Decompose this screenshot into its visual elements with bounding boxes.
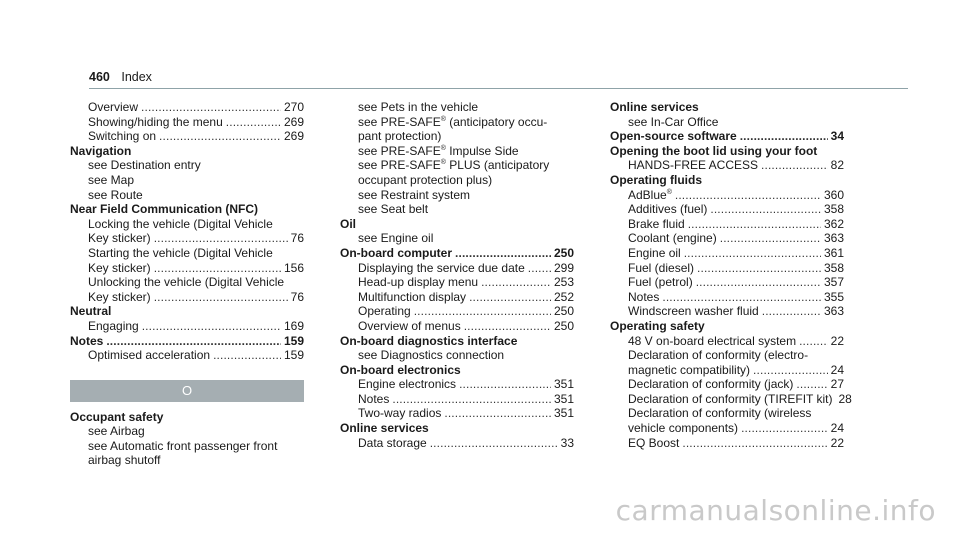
page-reference[interactable]: 22 bbox=[830, 333, 844, 348]
entry-text: see PRE-SAFE bbox=[358, 158, 441, 173]
entry-text-continued: PLUS (anticipatory bbox=[445, 158, 550, 173]
index-subentry bbox=[340, 100, 574, 115]
index-subentry bbox=[70, 173, 304, 188]
entry-text: On-board computer bbox=[340, 245, 453, 260]
page-reference[interactable]: 363 bbox=[823, 304, 844, 319]
page-reference[interactable]: 253 bbox=[553, 275, 574, 290]
entry-text: Notes bbox=[70, 333, 104, 348]
index-subentry[interactable] bbox=[340, 392, 574, 407]
entry-text: see Restraint system bbox=[358, 187, 471, 202]
entry-text: Two-way radios bbox=[358, 406, 442, 421]
dot-leader bbox=[159, 129, 281, 144]
index-subentry[interactable] bbox=[340, 319, 574, 334]
dot-leader bbox=[455, 246, 551, 261]
dot-leader bbox=[799, 334, 828, 349]
entry-text: airbag shutoff bbox=[88, 453, 161, 468]
entry-text: Multifunction display bbox=[358, 289, 467, 304]
entry-text: Key sticker) bbox=[88, 260, 151, 275]
entry-text: Optimised acceleration bbox=[88, 348, 211, 363]
entry-text: Occupant safety bbox=[70, 409, 164, 424]
registered-mark: ® bbox=[440, 115, 446, 123]
dot-leader bbox=[675, 188, 821, 203]
page-reference[interactable]: 358 bbox=[823, 202, 844, 217]
entry-text: Open-source software bbox=[610, 129, 737, 144]
entry-text: Declaration of conformity (jack) bbox=[628, 377, 794, 392]
index-subentry[interactable] bbox=[70, 231, 304, 246]
index-heading bbox=[340, 363, 574, 378]
entry-text: see Airbag bbox=[88, 424, 145, 439]
entry-text: 48 V on-board electrical system bbox=[628, 333, 797, 348]
entry-text: Fuel (petrol) bbox=[628, 275, 693, 290]
dot-leader bbox=[796, 377, 827, 392]
entry-text: see Automatic front passenger front bbox=[88, 438, 278, 453]
entry-text-continued: Impulse Side bbox=[445, 143, 519, 158]
index-subentry[interactable] bbox=[610, 421, 844, 436]
entry-text: Online services bbox=[340, 421, 429, 436]
index-subentry[interactable] bbox=[340, 406, 574, 421]
entry-text: Online services bbox=[610, 100, 699, 114]
index-subentry bbox=[70, 439, 304, 454]
entry-text: Head-up display menu bbox=[358, 275, 479, 290]
dot-leader bbox=[720, 231, 821, 246]
index-subentry bbox=[610, 115, 844, 130]
page-reference[interactable]: 358 bbox=[823, 260, 844, 275]
index-subentry[interactable] bbox=[340, 436, 574, 451]
page-reference[interactable]: 361 bbox=[823, 245, 844, 260]
index-subentry bbox=[340, 231, 574, 246]
entry-text: Showing/hiding the menu bbox=[88, 114, 223, 129]
dot-leader bbox=[682, 436, 827, 451]
page-reference[interactable]: 270 bbox=[283, 100, 304, 114]
entry-text: Engine oil bbox=[628, 245, 681, 260]
page-reference[interactable]: 250 bbox=[553, 318, 574, 333]
page-reference[interactable]: 27 bbox=[830, 377, 844, 392]
entry-text: Overview bbox=[88, 100, 139, 114]
entry-text: see Diagnostics connection bbox=[358, 348, 505, 363]
entry-text: see Seat belt bbox=[358, 202, 429, 217]
page-reference[interactable]: 82 bbox=[830, 158, 844, 173]
index-subentry bbox=[340, 188, 574, 203]
page-title: Index bbox=[121, 70, 152, 84]
page-reference[interactable]: 357 bbox=[823, 275, 844, 290]
dot-leader bbox=[741, 421, 828, 436]
index-subentry[interactable] bbox=[610, 290, 844, 305]
entry-text: occupant protection plus) bbox=[358, 172, 493, 187]
index-heading[interactable] bbox=[610, 129, 844, 144]
entry-text: see Engine oil bbox=[358, 231, 434, 246]
page-reference[interactable]: 28 bbox=[838, 391, 852, 406]
index-subentry[interactable] bbox=[610, 261, 844, 276]
entry-text: see Pets in the vehicle bbox=[358, 100, 479, 114]
index-heading bbox=[610, 100, 844, 115]
entry-text: Key sticker) bbox=[88, 289, 151, 304]
entry-text: On-board diagnostics interface bbox=[340, 333, 518, 348]
page-reference[interactable]: 22 bbox=[830, 435, 844, 450]
index-heading bbox=[340, 421, 574, 436]
index-heading bbox=[340, 334, 574, 349]
page-reference[interactable]: 159 bbox=[283, 348, 304, 363]
index-heading bbox=[610, 173, 844, 188]
page-reference[interactable]: 250 bbox=[553, 304, 574, 319]
entry-text: vehicle components) bbox=[628, 421, 739, 436]
index-subentry[interactable] bbox=[610, 231, 844, 246]
entry-text: Operating safety bbox=[610, 318, 705, 333]
index-subentry[interactable] bbox=[70, 129, 304, 144]
index-heading[interactable] bbox=[340, 246, 574, 261]
index-subentry bbox=[70, 188, 304, 203]
index-subentry[interactable] bbox=[70, 319, 304, 334]
entry-text: see Map bbox=[88, 172, 135, 187]
entry-text: EQ Boost bbox=[628, 435, 680, 450]
entry-text: Near Field Communication (NFC) bbox=[70, 202, 259, 217]
entry-text: Fuel (diesel) bbox=[628, 260, 695, 275]
index-heading bbox=[610, 319, 844, 334]
page-reference[interactable]: 33 bbox=[560, 435, 574, 450]
index-subentry[interactable] bbox=[610, 334, 844, 349]
index-heading bbox=[70, 304, 304, 319]
index-subentry bbox=[610, 406, 844, 421]
page-reference[interactable]: 351 bbox=[553, 406, 574, 421]
entry-text: On-board electronics bbox=[340, 362, 461, 377]
dot-leader bbox=[662, 290, 821, 305]
section-letter-header: O bbox=[70, 380, 304, 402]
entry-text: Unlocking the vehicle (Digital Vehicle bbox=[88, 275, 285, 290]
dot-leader bbox=[710, 202, 821, 217]
index-subentry[interactable] bbox=[340, 275, 574, 290]
watermark: carmanualsonline.info bbox=[615, 494, 936, 527]
dot-leader bbox=[481, 275, 551, 290]
registered-mark: ® bbox=[666, 188, 672, 196]
index-subentry[interactable] bbox=[340, 304, 574, 319]
index-heading bbox=[610, 144, 844, 159]
index-subentry[interactable] bbox=[610, 304, 844, 319]
index-heading[interactable] bbox=[70, 334, 304, 349]
index-subentry[interactable] bbox=[70, 261, 304, 276]
index-subentry[interactable] bbox=[70, 115, 304, 130]
index-subentry[interactable] bbox=[70, 100, 304, 115]
index-subentry bbox=[70, 217, 304, 232]
index-subentry bbox=[70, 453, 304, 468]
index-subentry[interactable] bbox=[610, 246, 844, 261]
index-heading bbox=[70, 410, 304, 425]
index-subentry bbox=[340, 158, 574, 173]
index-heading bbox=[340, 217, 574, 232]
page-reference[interactable]: 355 bbox=[823, 289, 844, 304]
entry-text: Switching on bbox=[88, 129, 157, 144]
page-reference[interactable]: 250 bbox=[553, 245, 574, 260]
page-reference[interactable]: 351 bbox=[553, 377, 574, 392]
entry-text: Overview of menus bbox=[358, 318, 461, 333]
index-subentry bbox=[340, 348, 574, 363]
entry-text: Operating bbox=[358, 304, 411, 319]
dot-leader bbox=[154, 231, 288, 246]
entry-text: Locking the vehicle (Digital Vehicle bbox=[88, 216, 273, 231]
entry-text: Declaration of conformity (TIREFIT kit) bbox=[628, 391, 833, 406]
index-subentry bbox=[340, 115, 574, 130]
index-subentry[interactable] bbox=[610, 158, 844, 173]
entry-text: AdBlue bbox=[628, 187, 667, 202]
page-reference[interactable]: 362 bbox=[823, 216, 844, 231]
page-reference[interactable]: 159 bbox=[283, 333, 304, 348]
index-subentry bbox=[70, 158, 304, 173]
dot-leader bbox=[753, 363, 828, 378]
index-subentry bbox=[70, 424, 304, 439]
dot-leader bbox=[761, 158, 828, 173]
dot-leader bbox=[106, 334, 281, 349]
dot-leader bbox=[697, 261, 821, 276]
index-subentry[interactable] bbox=[610, 436, 844, 451]
entry-text: Navigation bbox=[70, 143, 132, 158]
page-reference[interactable]: 34 bbox=[830, 129, 844, 144]
entry-text: Coolant (engine) bbox=[628, 231, 717, 246]
index-subentry[interactable] bbox=[610, 391, 852, 407]
page-reference[interactable]: 269 bbox=[283, 129, 304, 144]
dot-leader bbox=[226, 115, 281, 130]
entry-text: Neutral bbox=[70, 304, 112, 319]
index-subentry[interactable] bbox=[610, 202, 844, 217]
dot-leader bbox=[430, 436, 558, 451]
index-subentry[interactable] bbox=[340, 261, 574, 276]
header-rule bbox=[89, 88, 908, 89]
entry-text: magnetic compatibility) bbox=[628, 362, 751, 377]
page-reference[interactable]: 269 bbox=[283, 114, 304, 129]
index-subentry[interactable] bbox=[610, 377, 844, 392]
registered-mark: ® bbox=[440, 144, 446, 152]
entry-text: see Route bbox=[88, 187, 143, 202]
page-reference[interactable]: 156 bbox=[283, 260, 304, 275]
entry-text: HANDS-FREE ACCESS bbox=[628, 158, 759, 173]
entry-text: Windscreen washer fluid bbox=[628, 304, 759, 319]
page-reference[interactable]: 169 bbox=[283, 318, 304, 333]
page-reference[interactable]: 360 bbox=[823, 187, 844, 202]
index-heading bbox=[70, 202, 304, 217]
entry-text: see In-Car Office bbox=[628, 114, 719, 129]
entry-text: Notes bbox=[358, 391, 390, 406]
dot-leader bbox=[464, 319, 551, 334]
page-reference[interactable]: 76 bbox=[290, 289, 304, 304]
index-subentry bbox=[70, 275, 304, 290]
entry-text: see PRE-SAFE bbox=[358, 143, 441, 158]
dot-leader bbox=[213, 348, 281, 363]
entry-text: Key sticker) bbox=[88, 231, 151, 246]
index-subentry bbox=[610, 348, 844, 363]
page-reference[interactable]: 252 bbox=[553, 289, 574, 304]
entry-text: see PRE-SAFE bbox=[358, 114, 441, 129]
registered-mark: ® bbox=[440, 159, 446, 167]
index-subentry bbox=[340, 173, 574, 188]
entry-text-continued: (anticipatory occu- bbox=[445, 114, 548, 129]
index-subentry[interactable] bbox=[610, 217, 844, 232]
entry-text: Additives (fuel) bbox=[628, 202, 708, 217]
entry-text: Operating fluids bbox=[610, 172, 703, 187]
dot-leader bbox=[740, 129, 828, 144]
dot-leader bbox=[696, 275, 821, 290]
dot-leader bbox=[141, 100, 281, 115]
dot-leader bbox=[762, 304, 821, 319]
index-subentry bbox=[340, 202, 574, 217]
page-reference[interactable]: 351 bbox=[553, 391, 574, 406]
index-subentry[interactable] bbox=[610, 363, 844, 378]
page-reference[interactable]: 76 bbox=[290, 231, 304, 246]
index-subentry[interactable] bbox=[70, 290, 304, 305]
entry-text: Oil bbox=[340, 216, 357, 231]
dot-leader bbox=[684, 246, 821, 261]
entry-text: Engine electronics bbox=[358, 377, 457, 392]
index-column-3 bbox=[610, 100, 852, 450]
entry-text: Displaying the service due date bbox=[358, 260, 525, 275]
page-number: 460 bbox=[89, 70, 110, 84]
page-header bbox=[89, 70, 152, 84]
index-column-2 bbox=[340, 100, 574, 450]
dot-leader bbox=[469, 290, 551, 305]
entry-text: Data storage bbox=[358, 435, 427, 450]
index-subentry bbox=[340, 129, 574, 144]
page-reference[interactable]: 24 bbox=[830, 362, 844, 377]
dot-leader bbox=[154, 261, 281, 276]
entry-text: see Destination entry bbox=[88, 158, 201, 173]
dot-leader bbox=[154, 290, 288, 305]
entry-text: Notes bbox=[628, 289, 660, 304]
index-subentry[interactable] bbox=[610, 275, 844, 290]
index-subentry bbox=[70, 246, 304, 261]
page-reference[interactable]: 24 bbox=[830, 421, 844, 436]
index-subentry bbox=[340, 144, 574, 159]
index-subentry[interactable] bbox=[70, 348, 304, 363]
entry-text: Engaging bbox=[88, 318, 139, 333]
dot-leader bbox=[528, 261, 551, 276]
index-subentry[interactable] bbox=[610, 188, 844, 203]
dot-leader bbox=[414, 304, 551, 319]
index-heading bbox=[70, 144, 304, 159]
dot-leader bbox=[444, 406, 551, 421]
dot-leader bbox=[392, 392, 551, 407]
index-subentry[interactable] bbox=[340, 377, 574, 392]
dot-leader bbox=[142, 319, 281, 334]
entry-text: pant protection) bbox=[358, 129, 442, 144]
page-reference[interactable]: 299 bbox=[553, 260, 574, 275]
index-column-1 bbox=[70, 100, 304, 468]
entry-text: Starting the vehicle (Digital Vehicle bbox=[88, 245, 273, 260]
entry-text: Brake fluid bbox=[628, 216, 685, 231]
entry-text: Declaration of conformity (electro- bbox=[628, 348, 809, 363]
page-reference[interactable]: 363 bbox=[823, 231, 844, 246]
index-subentry[interactable] bbox=[340, 290, 574, 305]
dot-leader bbox=[688, 217, 821, 232]
entry-text: Declaration of conformity (wireless bbox=[628, 406, 812, 421]
dot-leader bbox=[459, 377, 551, 392]
entry-text: Opening the boot lid using your foot bbox=[610, 143, 818, 158]
